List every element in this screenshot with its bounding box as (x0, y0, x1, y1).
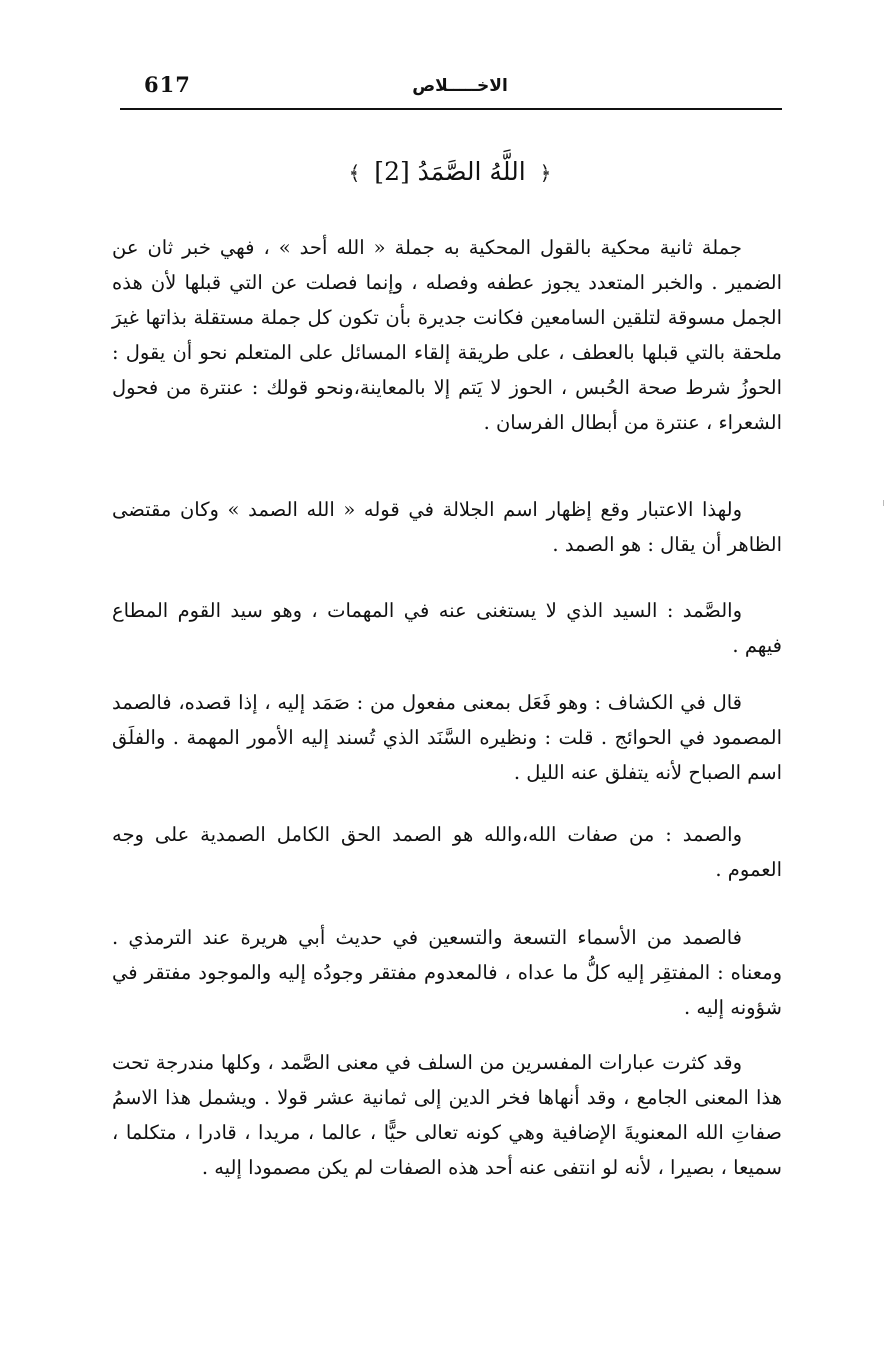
header-rule (120, 108, 782, 110)
scan-margin-mark (883, 500, 884, 506)
paragraph: ولهذا الاعتبار وقع إظهار اسم الجلالة في قوله « الله الصمد » وكان مقتضى الظاهر أن يقال : هو الصمد . (112, 498, 782, 556)
paragraph: جملة ثانية محكية بالقول المحكية به جملة « الله أحد » ، فهي خبر ثان عن الضمير . والخبر المتعدد يجوز عطفه وفصله ، وإنما فصلت عن التي قبلها لأن هذه الجمل مسوقة لتلقين السامعين فكانت جديرة بأن تكون كل جملة مستقلة بذاتها غيرَ ملحقة بالتي قبلها بالعطف ، على طريقة إلقاء المسائل على المتعلم نحو أن يقول : الحوزُ شرط صحة الحُبس ، الحوز لا يَتم إلا بالمعاينة،ونحو قولك : عنترة من فحول الشعراء ، عنترة من أبطال الفرسان . (112, 236, 782, 434)
paragraph: وقد كثرت عبارات المفسرين من السلف في معنى الصَّمد ، وكلها مندرجة تحت هذا المعنى الجامع ، وقد أنهاها فخر الدين إلى ثمانية عشر قولا . ويشمل هذا الاسمُ صفاتِ الله المعنويةَ الإضافية وهي كونه تعالى حيًّا ، عالما ، مريدا ، قادرا ، متكلما ، سميعا ، بصيرا ، لأنه لو انتفى عنه أحد هذه الصفات لم يكن مصمودا إليه . (112, 1051, 782, 1179)
paragraph: والصمد : من صفات الله،والله هو الصمد الحق الكامل الصمدية على وجه العموم . (112, 823, 782, 881)
tafsir-body (112, 230, 782, 1179)
paragraph: فالصمد من الأسماء التسعة والتسعين في حديث أبي هريرة عند الترمذي . ومعناه : المفتقِر إليه كلُّ ما عداه ، فالمعدوم مفتقر وجودُه إليه والموجود مفتقر في شؤونه إليه . (112, 926, 782, 1019)
page-number: 617 (144, 72, 191, 97)
verse-text: اللَّهُ الصَّمَدُ [2] (374, 157, 526, 186)
ornament-open-bracket: ﴾ (348, 161, 361, 185)
page-header (120, 68, 780, 106)
verse-heading (120, 150, 780, 195)
paragraph: قال في الكشاف : وهو فَعَل بمعنى مفعول من : صَمَد إليه ، إذا قصده، فالصمد المصمود في الحوائج . قلت : ونظيره السَّنَد الذي تُسند إليه الأمور المهمة . والفلَق اسم الصباح لأنه يتفلق عنه الليل . (112, 691, 782, 784)
paragraph: والصَّمد : السيد الذي لا يستغنى عنه في المهمات ، وهو سيد القوم المطاع فيهم . (112, 599, 782, 657)
running-title: الاخـــــلاص (412, 76, 508, 96)
ornament-close-bracket: ﴿ (539, 161, 552, 185)
